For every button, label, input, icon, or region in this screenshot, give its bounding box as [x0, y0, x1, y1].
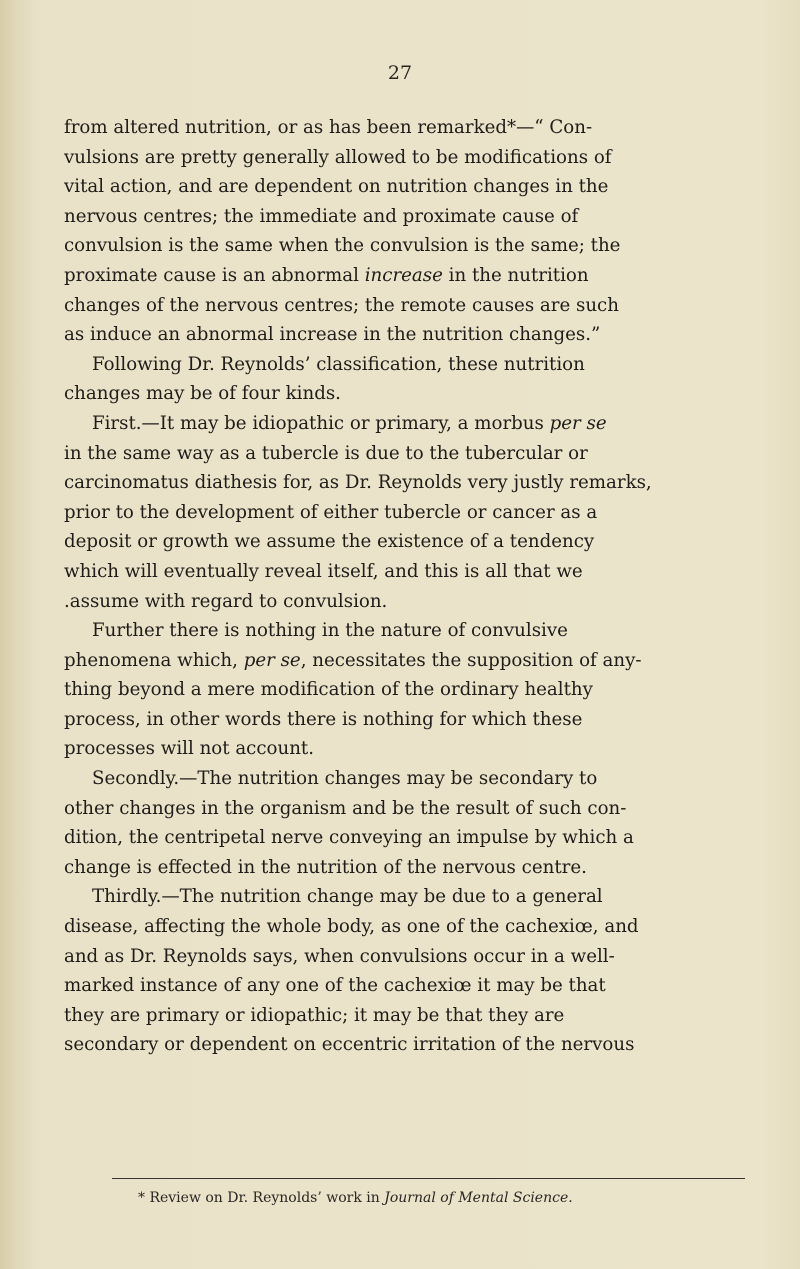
text-line: proximate cause is an abnormal increase in the nutrition — [64, 264, 589, 286]
text-line: disease, affecting the whole body, as one of the cachexiœ, and — [64, 916, 639, 938]
page-number: 27 — [387, 62, 413, 84]
text-line: which will eventually reveal itself, and this is all that we — [64, 560, 583, 582]
text-line: nervous centres; the immediate and proximate cause of — [64, 205, 579, 227]
text-line: process, in other words there is nothing for which these — [64, 708, 583, 730]
text-line: they are primary or idiopathic; it may be that they are — [64, 1004, 565, 1026]
text-line: dition, the centripetal nerve conveying an impulse by which a — [64, 827, 634, 849]
text-line: prior to the development of either tubercle or cancer as a — [64, 501, 598, 523]
italic-phrase: per se — [243, 649, 301, 671]
footnote — [138, 1190, 758, 1206]
text-line: vulsions are pretty generally allowed to be modifications of — [64, 146, 612, 168]
text-line: and as Dr. Reynolds says, when convulsions occur in a well- — [64, 945, 615, 967]
text-line: processes will not account. — [64, 738, 315, 760]
text-line: carcinomatus diathesis for, as Dr. Reynolds very justly remarks, — [64, 472, 652, 494]
text-line: secondary or dependent on eccentric irritation of the nervous — [64, 1034, 635, 1056]
italic-phrase: increase — [364, 264, 443, 286]
text-line: phenomena which, per se, necessitates the supposition of any- — [64, 649, 642, 671]
text-line: .assume with regard to convulsion. — [64, 590, 388, 612]
text-line: thing beyond a mere modification of the ordinary healthy — [64, 679, 593, 701]
text-line: Further there is nothing in the nature of convulsive — [92, 620, 568, 642]
text-line: marked instance of any one of the cachexiœ it may be that — [64, 975, 606, 997]
footnote-rule — [112, 1178, 745, 1179]
text-line: other changes in the organism and be the result of such con- — [64, 797, 627, 819]
text-line: from altered nutrition, or as has been remarked*—“ Con- — [64, 117, 593, 138]
text-line: change is effected in the nutrition of the nervous centre. — [64, 856, 587, 878]
text-line: changes may be of four kinds. — [64, 383, 341, 405]
italic-phrase: per se — [549, 412, 607, 434]
text-line: in the same way as a tubercle is due to the tubercular or — [64, 442, 588, 464]
text-line: as induce an abnormal increase in the nutrition changes.” — [64, 324, 601, 346]
footnote-prefix: * Review on Dr. Reynolds’ work in — [138, 1190, 385, 1206]
text-line: deposit or growth we assume the existence of a tendency — [64, 531, 595, 553]
body-text — [64, 113, 744, 1060]
text-line: vital action, and are dependent on nutrition changes in the — [64, 176, 609, 198]
text-line: Secondly.—The nutrition changes may be secondary to — [92, 768, 598, 790]
text-line: Following Dr. Reynolds’ classification, these nutrition — [92, 353, 585, 375]
text-line: First.—It may be idiopathic or primary, a morbus per se — [92, 412, 607, 434]
text-line: changes of the nervous centres; the remote causes are such — [64, 294, 619, 316]
text-line: Thirdly.—The nutrition change may be due to a general — [92, 886, 603, 908]
text-line: convulsion is the same when the convulsion is the same; the — [64, 235, 621, 257]
footnote-journal: Journal of Mental Science. — [384, 1190, 573, 1206]
